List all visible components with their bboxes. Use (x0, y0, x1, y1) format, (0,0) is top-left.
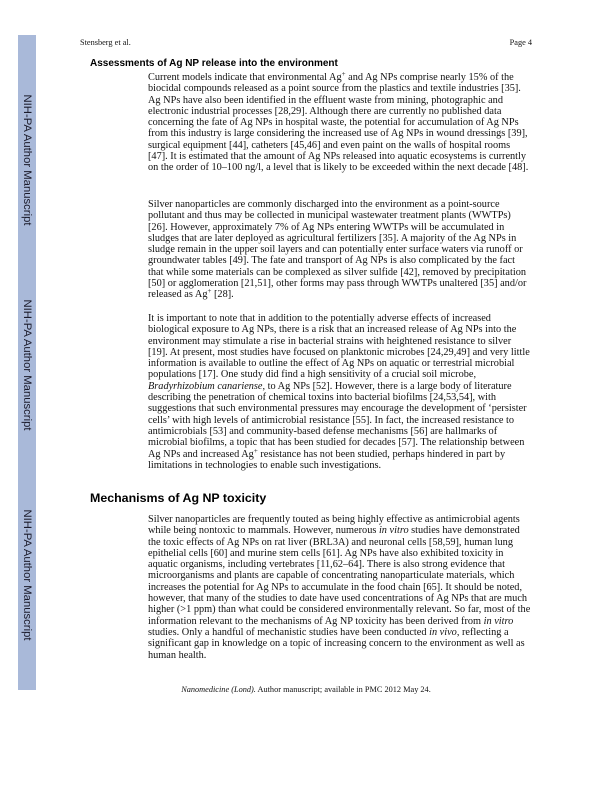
text-line (148, 392, 530, 403)
text-line (148, 627, 530, 638)
footer-note: Author manuscript; available in PMC 2012 May 24. (255, 685, 431, 694)
paragraph (148, 313, 530, 471)
paragraph (148, 72, 528, 174)
text-line (148, 525, 530, 536)
text-line (148, 415, 530, 426)
sidebar-label: NIH-PA Author Manuscript (21, 94, 33, 226)
text-line (148, 638, 530, 649)
sidebar-label: NIH-PA Author Manuscript (21, 509, 33, 641)
text-line (148, 95, 528, 106)
text-line (148, 83, 528, 94)
text-run: higher (>1 ppm) than what could be considered environmentally relevant. So far, most of the (148, 604, 531, 616)
text-line (148, 570, 530, 581)
text-run: populations [17]. One study did find a high sensitivity of a crucial soil microbe, (148, 369, 477, 381)
text-line (148, 324, 530, 335)
text-run: Silver nanoparticles are frequently touted as being highly effective as antimicrobial agents (148, 514, 520, 525)
section-heading: Assessments of Ag NP release into the environment (90, 58, 338, 69)
text-run: Silver nanoparticles are commonly discharged into the environment as a point-source (148, 199, 500, 210)
text-run: describing the penetration of chemical toxins into bacterial biofilms [24,53,54], with (148, 392, 497, 404)
text-line (148, 347, 530, 358)
italic-text: in vitro (483, 615, 514, 627)
text-run: , to Ag NPs [52]. However, there is a large body of literature (262, 380, 512, 392)
superscript: + (207, 287, 212, 296)
text-line (148, 199, 526, 210)
section-heading: Mechanisms of Ag NP toxicity (90, 491, 267, 505)
text-run: microorganisms and plants are capable of concentrating nanoparticulate materials, which (148, 570, 515, 582)
italic-text: in vitro (378, 525, 409, 537)
superscript: + (253, 446, 258, 455)
text-line (148, 233, 526, 244)
text-line (148, 559, 530, 570)
text-run: that while some materials can be complexed as silver sulfide [42], removed by precipitation (148, 266, 527, 278)
text-run: Ag NPs have also been identified in the effluent waste from mining, photographic and (148, 94, 503, 106)
text-line (148, 437, 530, 448)
text-line (148, 548, 530, 559)
text-line (148, 117, 528, 128)
text-run: [28]. (211, 289, 234, 301)
text-run: microbial biofilms, a topic that has been studied for decades [57]. The relationship between (148, 437, 525, 449)
text-run: [19]. At present, most studies have focused on planktonic microbes [24,29,49] and very little (148, 346, 530, 358)
text-run: released as Ag (148, 289, 208, 301)
text-line (148, 278, 526, 289)
italic-text: in vivo (429, 626, 457, 638)
text-run: antimicrobials [53] and community-based defense mechanisms [56] are hallmarks of (148, 425, 498, 437)
text-run: increases the potential for Ag NPs to accumulate in the food chain [65]. It should be noted, (148, 581, 523, 593)
text-run: pollutant and thus may be collected in municipal wastewater treatment plants (WWTPs) (148, 210, 511, 222)
text-line (148, 381, 530, 392)
text-line (148, 514, 530, 525)
text-line (148, 650, 530, 661)
text-run: It is important to note that in addition to the potentially adverse effects of increased (148, 313, 491, 324)
text-run: resistance has not been studied, perhaps hindered in part by (257, 448, 506, 460)
page-number: Page 4 (509, 38, 532, 47)
text-run: environment may stimulate a rise in bacterial strains with heightened resistance to silver (148, 335, 512, 347)
text-run: groundwater tables [49]. The fate and transport of Ag NPs is also complicated by the fact (148, 255, 515, 267)
text-run: epithelial cells [60] and murine stem cells [61]. Ag NPs have also exhibited toxicity in (148, 547, 504, 559)
text-run: cells’ with high levels of antimicrobial resistance [55]. In fact, the increased resistance to (148, 414, 515, 426)
text-line (148, 313, 530, 324)
text-run: surgical equipment [44], catheters [45,46] and even paint on the walls of hospital rooms (148, 139, 511, 151)
text-run: suggestions that such environmental pressures may encourage the development of ‘persister (148, 403, 527, 415)
paragraph (148, 514, 530, 661)
text-run: , reflecting a (456, 626, 509, 638)
text-line (148, 151, 528, 162)
text-line (148, 616, 530, 627)
journal-name: Nanomedicine (Lond). (181, 685, 256, 694)
sidebar-label: NIH-PA Author Manuscript (21, 299, 33, 431)
text-run: [50] or agglomeration [21,51], other forms may pass through WWTPs unaltered [35] and/or (148, 278, 527, 290)
text-line (148, 244, 526, 255)
text-run: studies have demonstrated (408, 525, 520, 537)
text-line (148, 255, 526, 266)
text-run: from this industry is large considering the increased use of Ag NPs in wound dressings [39], (148, 128, 528, 140)
text-line (148, 358, 530, 369)
text-run: biological exposure to Ag NPs, there is a risk that an increased release of Ag NPs into the (148, 324, 517, 336)
text-run: limitations in technologies to enable such investigations. (148, 459, 382, 471)
text-line (148, 106, 528, 117)
text-run: [26]. However, approximately 7% of Ag NPs entering WWTPs will be accumulated in (148, 221, 505, 233)
text-line (148, 140, 528, 151)
text-line (148, 222, 526, 233)
text-line (148, 72, 528, 83)
text-line (148, 604, 530, 615)
text-run: however, that many of the studies to date have used concentrations of Ag NPs that are much (148, 593, 528, 605)
text-run: electronic industrial processes [28,29]. Although there are currently no published data (148, 105, 502, 117)
text-run: [47]. It is estimated that the amount of Ag NPs released into aquatic ecosystems is currently (148, 151, 527, 163)
footer-citation (0, 685, 612, 694)
text-run: information is available to outline the effect of Ag NPs on aquatic or terrestrial microbial (148, 358, 515, 370)
text-line (148, 446, 530, 460)
text-line (148, 537, 530, 548)
text-run: and Ag NPs comprise nearly 15% of the (345, 72, 514, 83)
text-line (148, 336, 530, 347)
text-line (148, 460, 530, 471)
text-run: Ag NPs and increased Ag (148, 448, 254, 460)
text-run: biocidal compounds released as a point source from the plastics and textile industries [35]. (148, 83, 521, 95)
text-line (148, 289, 526, 300)
running-header-author: Stensberg et al. (80, 38, 131, 47)
text-run: the toxic effects of Ag NPs on rat liver (BRL3A) and neuronal cells [58,59], human lung (148, 536, 513, 548)
text-line (148, 210, 526, 221)
text-run: studies. Only a handful of mechanistic studies have been conducted (148, 626, 430, 638)
text-line (148, 593, 530, 604)
paragraph (148, 199, 526, 301)
text-line (148, 162, 528, 173)
text-line (148, 267, 526, 278)
text-run: sludge remain in the upper soil layers and can potentially enter surface waters via runoff or (148, 244, 523, 256)
text-run: significant gap in knowledge on a topic of increasing concern to the environment as well as (148, 638, 525, 650)
text-line (148, 403, 530, 414)
text-run: while being nontoxic to mammals. However, numerous (148, 525, 379, 537)
text-run: concerning the fate of Ag NPs in hospital waste, the potential for accumulation of Ag NPs (148, 117, 519, 129)
text-run: sludges that are later deployed as agricultural fertilizers [35]. A majority of the Ag NPs in (148, 232, 517, 244)
text-run: Current models indicate that environmental Ag (148, 72, 342, 83)
text-run: information relevant to the mechanisms of Ag NP toxicity has been derived from (148, 615, 484, 627)
superscript: + (341, 70, 346, 78)
text-line (148, 426, 530, 437)
text-run: aquatic organisms, including vertebrates [11,62–64]. There is also strong evidence that (148, 559, 505, 571)
text-run: on the order of 10–100 ng/l, a level that is likely to be exceeded within the next decade [48]. (148, 162, 529, 174)
text-line (148, 369, 530, 380)
text-line (148, 128, 528, 139)
text-run: human health. (148, 649, 207, 661)
italic-text: Bradyrhizobium canariense (148, 380, 263, 392)
text-line (148, 582, 530, 593)
